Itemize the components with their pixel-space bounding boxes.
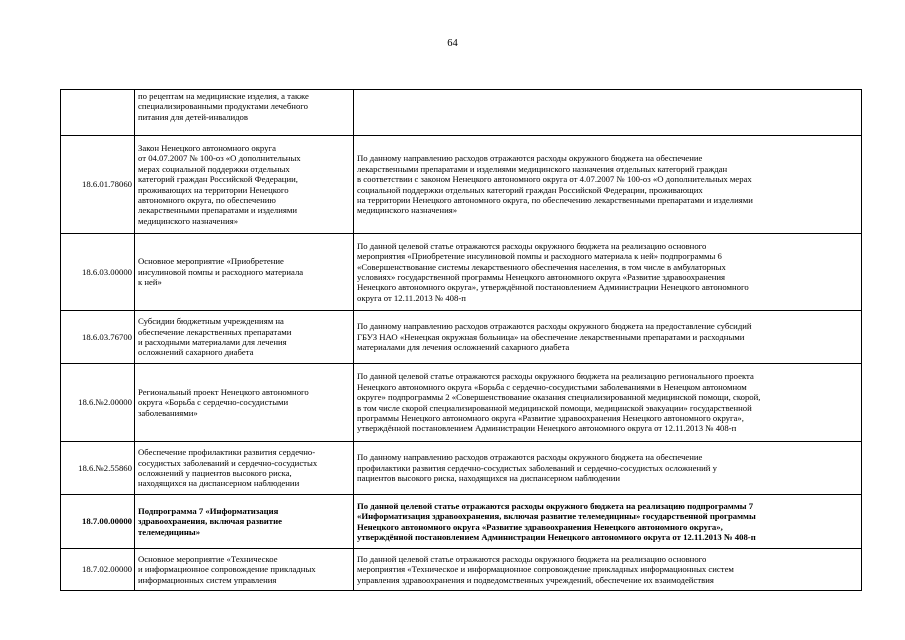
table-row [61,136,862,234]
description-cell: По данному направлению расходов отражаются расходы окружного бюджета на предоставление субсидий ГБУЗ НАО «Ненецкая окружная больница» на обеспечение лекарственными препаратами и расходными материалами для лечения осложнений сахарного диабета [354,311,862,364]
item-name-cell: Основное мероприятие «Приобретение инсулиновой помпы и расходного материала к ней» [135,234,354,311]
target-code-cell: 18.7.00.00000 [61,495,135,549]
item-name-cell: по рецептам на медицинские изделия, а также специализированными продуктами лечебного питания для детей-инвалидов [135,90,354,136]
table-row [61,234,862,311]
description-cell: По данному направлению расходов отражаются расходы окружного бюджета на обеспечение профилактики развития сердечно-сосудистых заболеваний и сердечно-сосудистых осложнений у пациентов высокого риска, находящихся на диспансерном наблюдении [354,442,862,495]
item-name-cell: Подпрограмма 7 «Информатизация здравоохранения, включая развитие телемедицины» [135,495,354,549]
item-name-cell: Закон Ненецкого автономного округа от 04.07.2007 № 100-оз «О дополнительных мерах социальной поддержки отдельных категорий граждан Российской Федерации, проживающих на территории Ненецкого автономного округа, по обеспечению лекарственными препаратами и изделиями медицинского назначения» [135,136,354,234]
target-code-cell: 18.6.№2.55860 [61,442,135,495]
page-number: 64 [447,38,458,49]
table-row [61,364,862,442]
description-cell: По данной целевой статье отражаются расходы окружного бюджета на реализацию подпрограммы 7 «Информатизация здравоохранения, включая развитие телемедицины» государственной программы Ненецкого автономного округа «Развитие здравоохранения Ненецкого автономного округа», утверждённой постановлением Администрации Ненецкого автономного округа от 12.11.2013 № 408-п [354,495,862,549]
target-code-cell: 18.6.№2.00000 [61,364,135,442]
description-cell: По данной целевой статье отражаются расходы окружного бюджета на реализацию регионального проекта Ненецкого автономного округа «Борьба с сердечно-сосудистыми заболеваниями в Ненецком автономном округе» подпрограммы 2 «Совершенствование оказания специализированной медицинской помощи, скорой, в том числе скорой специализированной медицинской помощи, медицинской эвакуации» государственной программы Ненецкого автономного округа «Развитие здравоохранения Ненецкого автономного округа», утверждённой постановлением Администрации Ненецкого автономного округа от 12.11.2013 № 408-п [354,364,862,442]
description-cell: По данной целевой статье отражаются расходы окружного бюджета на реализацию основного мероприятия «Техническое и информационное сопровождение прикладных информационных систем управления здравоохранения и подведомственных учреждений, обеспечение их взаимодействия [354,549,862,591]
target-code-cell: 18.6.01.78060 [61,136,135,234]
item-name-cell: Обеспечение профилактики развития сердечно- сосудистых заболеваний и сердечно-сосудистых осложнений у пациентов высокого риска, находящихся на диспансерном наблюдении [135,442,354,495]
table-row [61,549,862,591]
target-code-cell: 18.6.03.00000 [61,234,135,311]
table-row [61,90,862,136]
description-cell [354,90,862,136]
description-cell: По данному направлению расходов отражаются расходы окружного бюджета на обеспечение лекарственными препаратами и изделиями медицинского назначения отдельных категорий граждан в соответствии с законом Ненецкого автономного округа от 4.07.2007 № 100-оз «О дополнительных мерах социальной поддержки отдельных категорий граждан Российской Федерации, проживающих на территории Ненецкого автономного округа, по обеспечению лекарственными препаратами и изделиями медицинского назначения» [354,136,862,234]
target-code-cell: 18.7.02.00000 [61,549,135,591]
table-row [61,495,862,549]
table-row [61,311,862,364]
item-name-cell: Субсидии бюджетным учреждениям на обеспечение лекарственных препаратами и расходными материалами для лечения осложнений сахарного диабета [135,311,354,364]
item-name-cell: Основное мероприятие «Техническое и информационное сопровождение прикладных информационных систем управления [135,549,354,591]
description-cell: По данной целевой статье отражаются расходы окружного бюджета на реализацию основного мероприятия «Приобретение инсулиновой помпы и расходного материала к ней» подпрограммы 6 «Совершенствование системы лекарственного обеспечения населения, в том числе в амбулаторных условиях» государственной программы Ненецкого автономного округа «Развитие здравоохранения Ненецкого автономного округа», утверждённой постановлением Администрации Ненецкого автономного округа от 12.11.2013 № 408-п [354,234,862,311]
target-code-cell: 18.6.03.76700 [61,311,135,364]
target-code-cell [61,90,135,136]
budget-classification-table [60,89,862,591]
item-name-cell: Региональный проект Ненецкого автономного округа «Борьба с сердечно-сосудистыми заболеваниями» [135,364,354,442]
table-row [61,442,862,495]
